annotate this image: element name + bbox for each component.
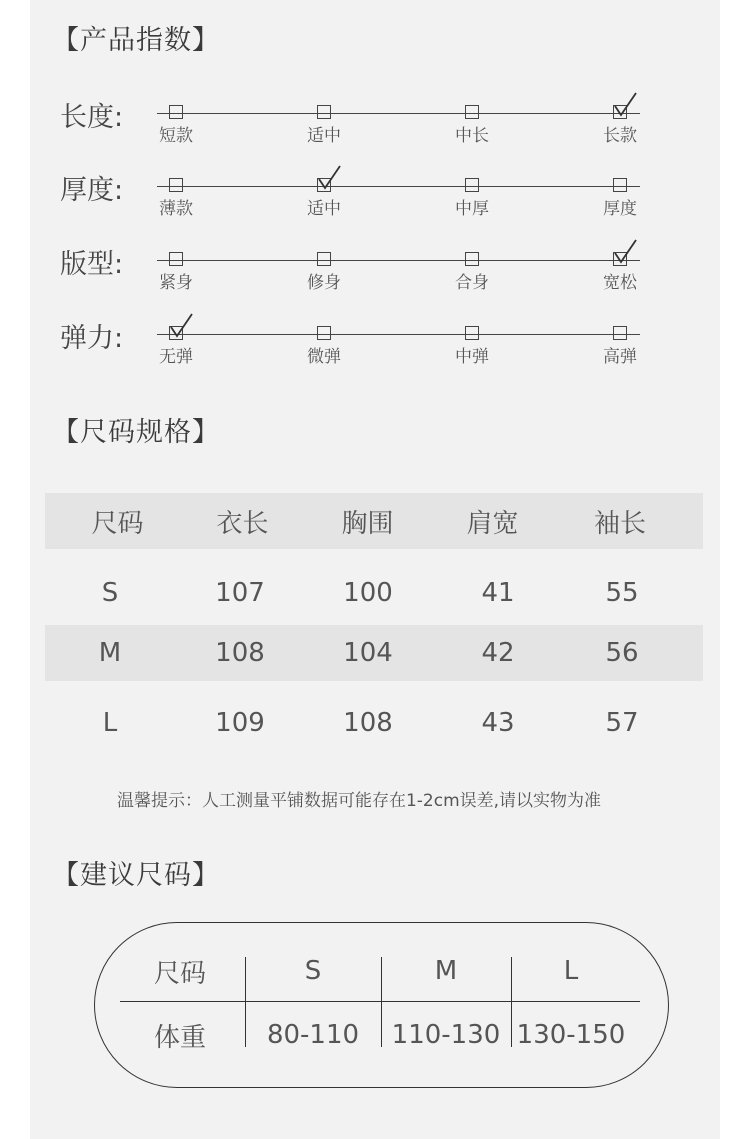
- header-shoulder: 肩宽: [466, 508, 519, 539]
- checkbox-icon: [613, 326, 627, 340]
- index-row-label: 弹力:: [60, 323, 124, 354]
- checkmark-icon: [612, 91, 638, 117]
- header-size: 尺码: [91, 508, 144, 539]
- rec-size-l: L: [563, 956, 579, 986]
- table-row: [45, 625, 703, 681]
- header-sleeve: 袖长: [593, 508, 646, 539]
- rec-size-m: M: [434, 956, 458, 986]
- checkbox-icon: [613, 178, 627, 192]
- cell-length: 108: [215, 638, 265, 668]
- index-option-label: 合身: [455, 273, 489, 293]
- header-chest: 胸围: [341, 508, 394, 539]
- index-scale-line: [157, 260, 640, 261]
- cell-shoulder: 41: [481, 578, 515, 608]
- rec-size-s: S: [304, 956, 322, 986]
- index-option-label: 中厚: [455, 199, 489, 219]
- divider-horizontal: [120, 1001, 640, 1002]
- cell-size: M: [98, 638, 122, 668]
- checkmark-icon: [316, 164, 342, 190]
- index-option-label: 无弹: [159, 347, 193, 367]
- cell-shoulder: 43: [481, 708, 515, 738]
- section-title-recommended: 【建议尺码】: [52, 860, 220, 891]
- checkbox-icon: [169, 252, 183, 266]
- index-option-label: 长款: [603, 126, 637, 146]
- cell-length: 109: [215, 708, 265, 738]
- rec-weight-l: 130-150: [516, 1020, 626, 1050]
- index-row: [0, 102, 750, 173]
- index-option-label: 中长: [455, 126, 489, 146]
- header-length: 衣长: [216, 508, 269, 539]
- index-option-label: 短款: [159, 126, 193, 146]
- index-option-label: 厚度: [603, 199, 637, 219]
- index-option-label: 紧身: [159, 273, 193, 293]
- index-option-label: 适中: [307, 199, 341, 219]
- index-row: [0, 323, 750, 394]
- rec-label-weight: 体重: [153, 1022, 206, 1053]
- checkmark-icon: [168, 312, 194, 338]
- index-option-label: 适中: [307, 126, 341, 146]
- checkbox-icon: [465, 326, 479, 340]
- index-option-label: 中弹: [455, 347, 489, 367]
- cell-sleeve: 56: [605, 638, 639, 668]
- index-scale-line: [157, 186, 640, 187]
- table-row: [45, 695, 703, 751]
- rec-weight-m: 110-130: [391, 1020, 501, 1050]
- checkbox-icon: [169, 178, 183, 192]
- cell-length: 107: [215, 578, 265, 608]
- recommend-table: [94, 922, 669, 1088]
- cell-size: L: [102, 708, 118, 738]
- checkbox-icon: [169, 105, 183, 119]
- index-option-label: 高弹: [603, 347, 637, 367]
- index-option-label: 薄款: [159, 199, 193, 219]
- section-title-product-index: 【产品指数】: [52, 25, 220, 56]
- cell-sleeve: 57: [605, 708, 639, 738]
- checkbox-icon: [317, 105, 331, 119]
- index-row-label: 厚度:: [60, 175, 124, 206]
- index-row-label: 版型:: [60, 249, 124, 280]
- index-row: [0, 175, 750, 246]
- checkbox-icon: [317, 326, 331, 340]
- index-scale-line: [157, 113, 640, 114]
- cell-shoulder: 42: [481, 638, 515, 668]
- table-row: [45, 565, 703, 621]
- index-row-label: 长度:: [60, 102, 124, 133]
- index-scale-line: [157, 334, 640, 335]
- checkbox-icon: [465, 178, 479, 192]
- checkbox-icon: [465, 252, 479, 266]
- cell-chest: 104: [343, 638, 393, 668]
- index-option-label: 微弹: [307, 347, 341, 367]
- cell-chest: 108: [343, 708, 393, 738]
- measurement-note: 温馨提示：人工测量平铺数据可能存在1-2cm误差,请以实物为准: [116, 791, 602, 811]
- cell-size: S: [101, 578, 119, 608]
- index-row: [0, 249, 750, 320]
- size-table: [45, 493, 703, 751]
- checkbox-icon: [317, 252, 331, 266]
- checkmark-icon: [612, 238, 638, 264]
- section-title-size-spec: 【尺码规格】: [52, 417, 220, 448]
- rec-label-size: 尺码: [153, 958, 206, 989]
- index-option-label: 修身: [307, 273, 341, 293]
- rec-weight-s: 80-110: [266, 1020, 360, 1050]
- checkbox-icon: [465, 105, 479, 119]
- cell-chest: 100: [343, 578, 393, 608]
- table-header-row: [45, 493, 703, 549]
- index-option-label: 宽松: [603, 273, 637, 293]
- cell-sleeve: 55: [605, 578, 639, 608]
